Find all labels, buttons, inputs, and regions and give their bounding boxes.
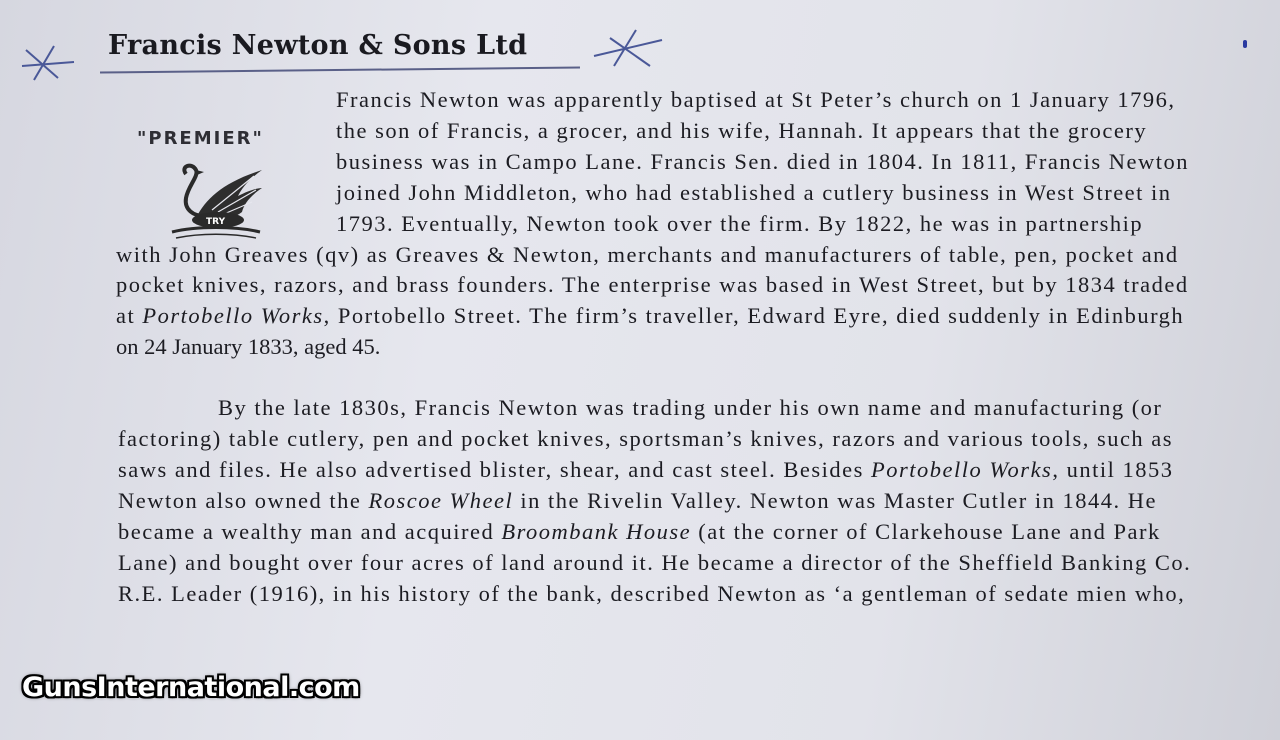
page-title: Francis Newton & Sons Ltd [108, 30, 528, 61]
paragraph1-line-3: business was in Campo Lane. Francis Sen. died in 1804. In 1811, Francis Newton [336, 149, 1189, 174]
paragraph2-line-5: became a wealthy man and acquired Broombank House (at the corner of Clarkehouse Lane and Park [118, 519, 1161, 544]
asterisk-mark-left [18, 40, 78, 86]
paragraph1-line-8: at Portobello Works, Portobello Street. The firm’s traveller, Edward Eyre, died suddenly in Edinburgh [116, 303, 1185, 328]
paragraph1-line-7: pocket knives, razors, and brass founders. The enterprise was based in West Street, but by 1834 traded [116, 272, 1189, 297]
logo-mark-text: TRY [206, 217, 226, 227]
title-underline [100, 66, 580, 73]
paragraph1-line-6: with John Greaves (qv) as Greaves & Newton, merchants and manufacturers of table, pen, pocket and [116, 242, 1179, 267]
paragraph2-line-1: By the late 1830s, Francis Newton was trading under his own name and manufacturing (or [218, 395, 1163, 420]
paragraph1-line-4: joined John Middleton, who had established a cutlery business in West Street in [336, 180, 1172, 205]
paragraph1-line-1: Francis Newton was apparently baptised at St Peter’s church on 1 January 1796, [336, 87, 1176, 112]
paragraph2-line-7: R.E. Leader (1916), in his history of the bank, described Newton as ‘a gentleman of sedate mien who, [118, 581, 1186, 606]
paragraph2-line-4: Newton also owned the Roscoe Wheel in the Rivelin Valley. Newton was Master Cutler in 1844. He [118, 488, 1157, 513]
paragraph1-line-5: 1793. Eventually, Newton took over the firm. By 1822, he was in partnership [336, 211, 1144, 236]
swan-logo-icon [166, 160, 266, 242]
paragraph2-line-2: factoring) table cutlery, pen and pocket knives, sportsman’s knives, razors and various tools, such as [118, 426, 1174, 451]
logo-label: "PREMIER" [137, 128, 264, 149]
paragraph2-line-6: Lane) and bought over four acres of land around it. He became a director of the Sheffield Banking Co. [118, 550, 1192, 575]
asterisk-mark-right [588, 26, 668, 74]
paragraph1-line-2: the son of Francis, a grocer, and his wife, Hannah. It appears that the grocery [336, 118, 1148, 143]
watermark-text: GunsInternational.com [22, 672, 360, 703]
paragraph2-line-3: saws and files. He also advertised blister, shear, and cast steel. Besides Portobello Works, until 1853 [118, 457, 1174, 482]
paragraph1-line-9: on 24 January 1833, aged 45. [116, 334, 381, 359]
pen-dot [1243, 40, 1247, 48]
